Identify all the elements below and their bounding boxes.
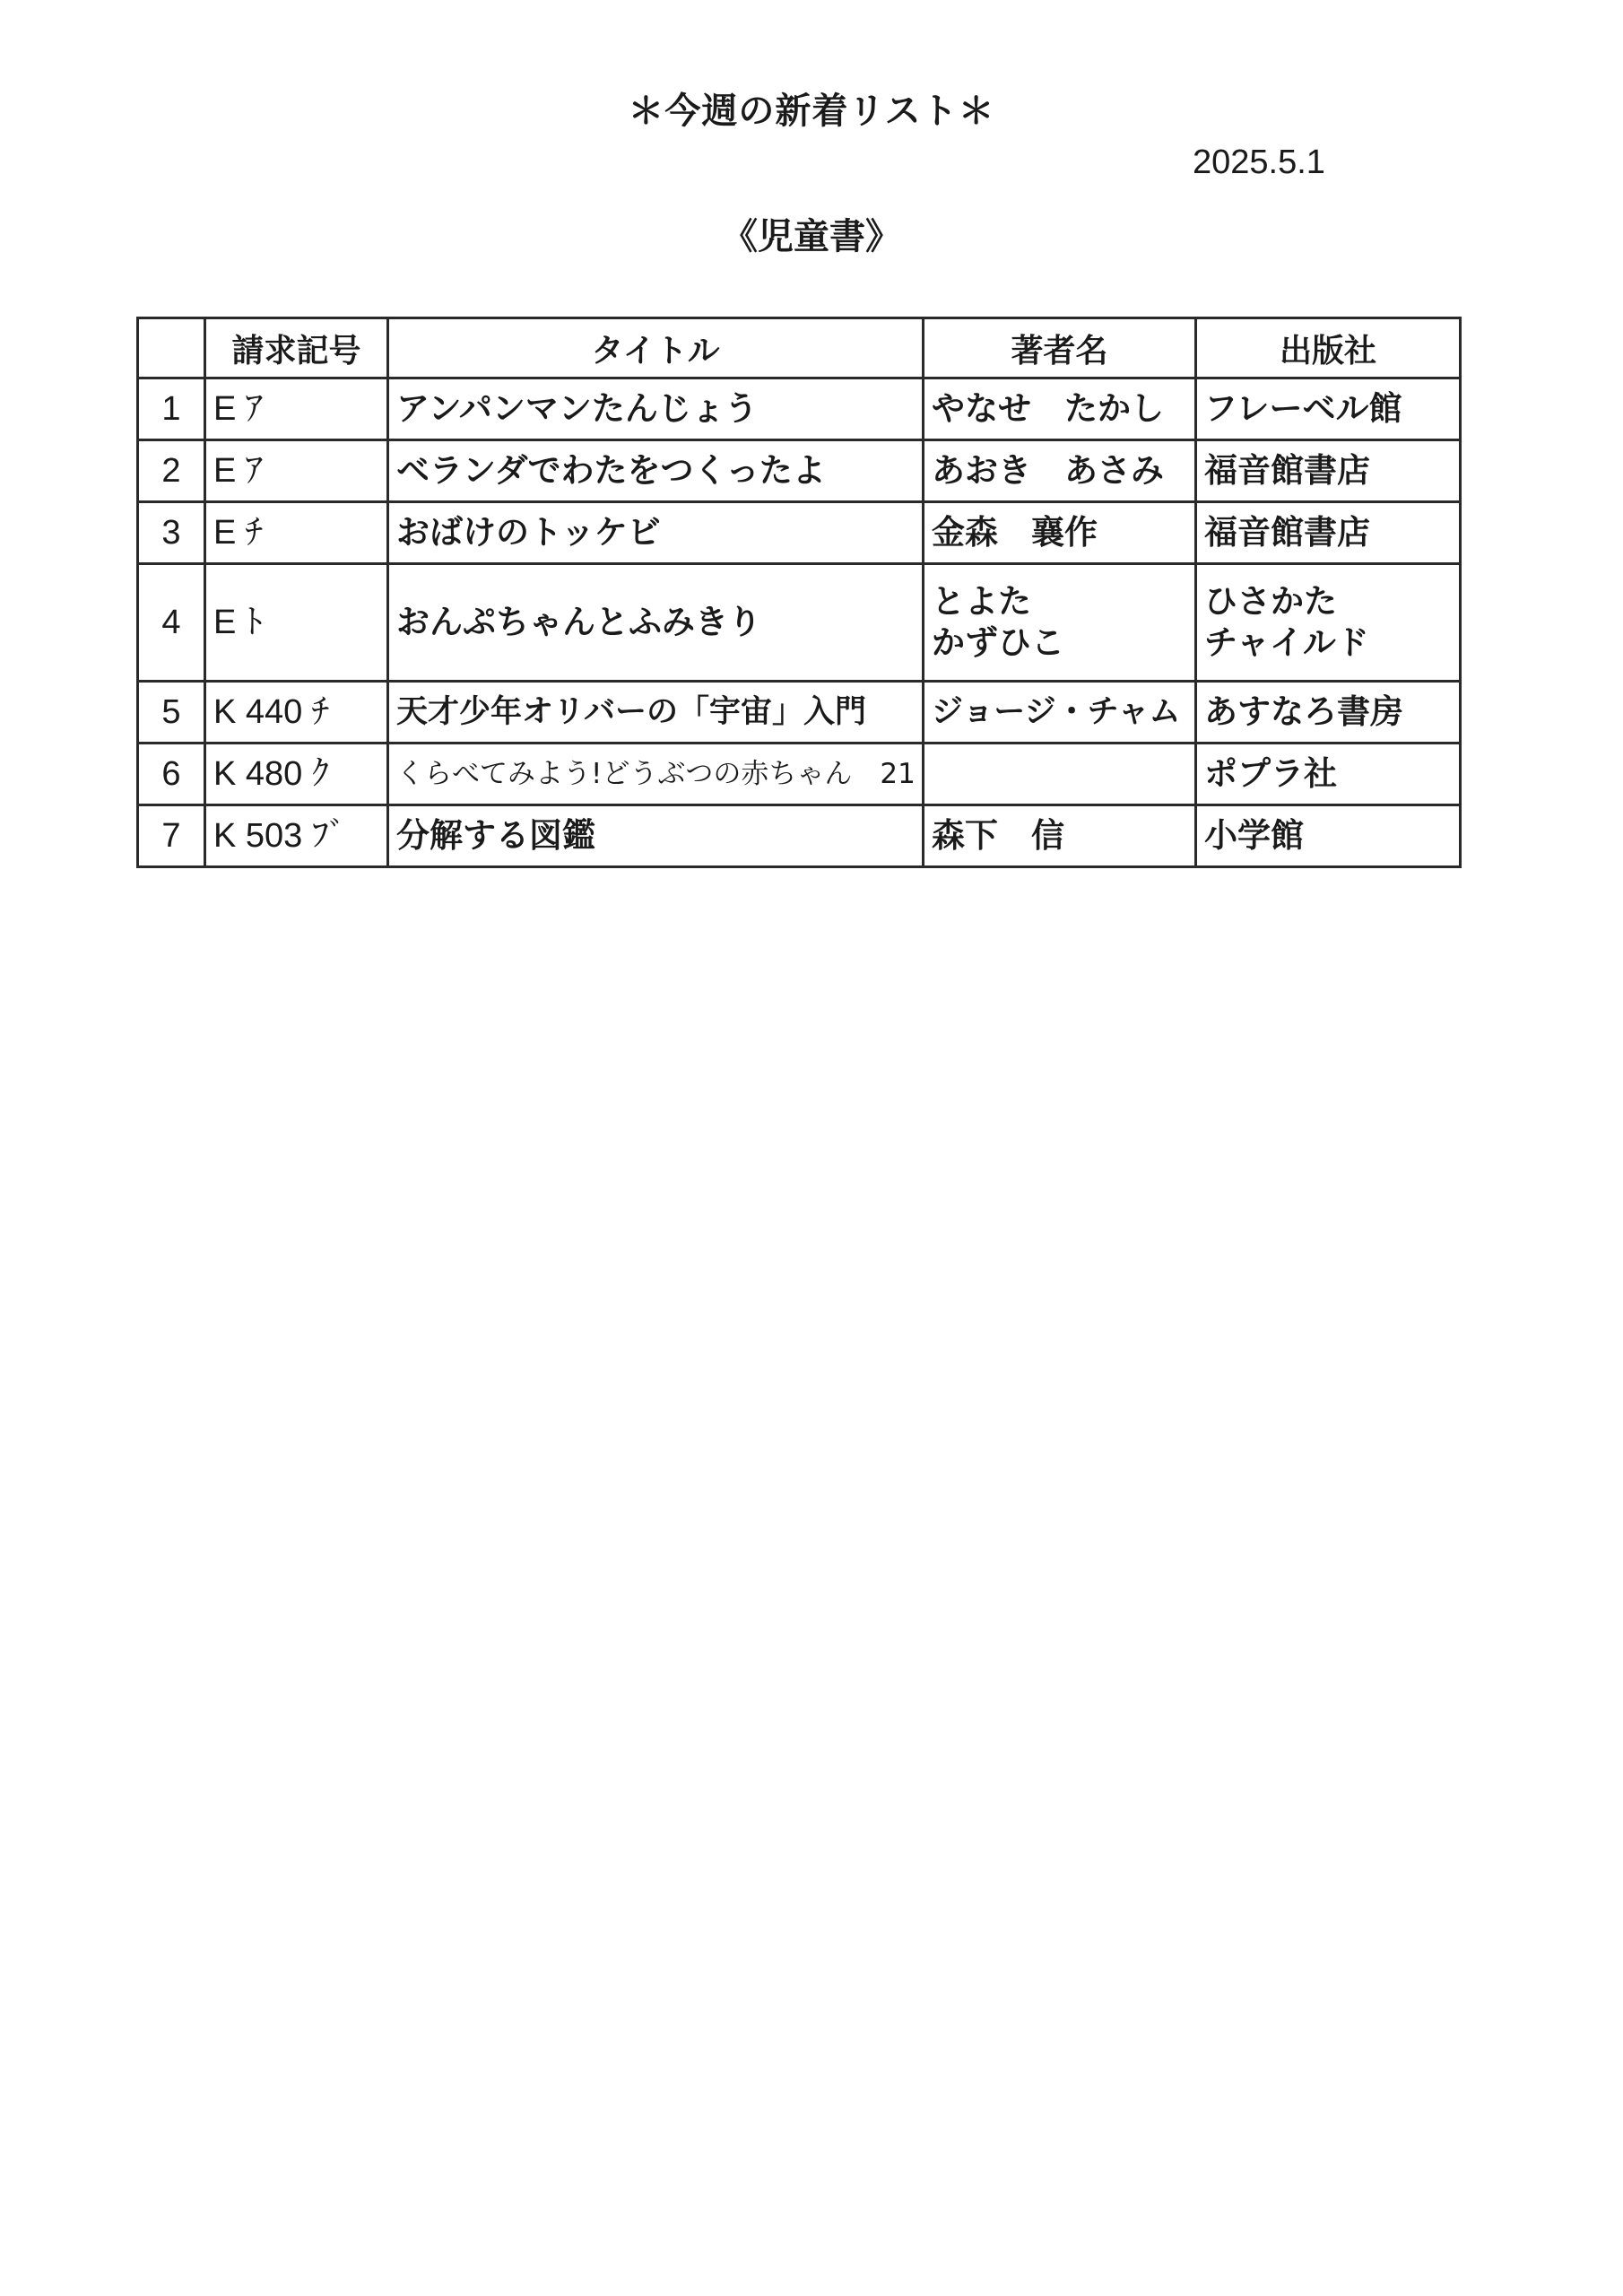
call-number: E ｱ	[205, 378, 388, 440]
header-title: タイトル	[388, 318, 924, 378]
book-publisher: ポプラ社	[1196, 744, 1461, 805]
book-publisher: 福音館書店	[1196, 440, 1461, 502]
call-number: K 440 ﾁ	[205, 682, 388, 744]
table-row	[138, 682, 1461, 744]
book-author: 金森 襄作	[924, 502, 1196, 564]
book-publisher-text: ひさかた チャイルド	[1204, 582, 1369, 662]
new-books-table	[136, 317, 1462, 868]
book-publisher: フレーベル館	[1196, 378, 1461, 440]
book-title: おんぷちゃんとふみきり	[388, 564, 924, 682]
book-author-text: とよた かずひこ	[932, 582, 1064, 662]
table-header-row	[138, 318, 1461, 378]
table-row	[138, 502, 1461, 564]
table-row	[138, 564, 1461, 682]
table-row	[138, 440, 1461, 502]
section-title: 《児童書》	[722, 216, 901, 257]
book-author: あおき あさみ	[924, 440, 1196, 502]
book-publisher: 福音館書店	[1196, 502, 1461, 564]
book-title: アンパンマンたんじょう	[388, 378, 924, 440]
row-number: 3	[138, 502, 205, 564]
call-number: E ﾁ	[205, 502, 388, 564]
header-call-number: 請求記号	[205, 318, 388, 378]
book-title: 分解する図鑑	[388, 805, 924, 867]
book-title: 天才少年オリバーの「宇宙」入門	[388, 682, 924, 744]
row-number: 6	[138, 744, 205, 805]
call-number: K 503 ﾌﾞ	[205, 805, 388, 867]
book-author: やなせ たかし	[924, 378, 1196, 440]
row-number: 1	[138, 378, 205, 440]
book-publisher: あすなろ書房	[1196, 682, 1461, 744]
row-number: 5	[138, 682, 205, 744]
table-row	[138, 744, 1461, 805]
book-publisher	[1196, 564, 1461, 682]
row-number: 7	[138, 805, 205, 867]
header-publisher: 出版社	[1196, 318, 1461, 378]
book-author	[924, 744, 1196, 805]
header-author: 著者名	[924, 318, 1196, 378]
list-date: 2025.5.1	[1193, 144, 1325, 181]
table-row	[138, 378, 1461, 440]
call-number: E ｱ	[205, 440, 388, 502]
call-number: K 480 ｸ	[205, 744, 388, 805]
call-number: E ﾄ	[205, 564, 388, 682]
table-row	[138, 805, 1461, 867]
book-author	[924, 564, 1196, 682]
header-no	[138, 318, 205, 378]
book-title: くらべてみよう!どうぶつの赤ちゃん 21	[388, 744, 924, 805]
book-author: 森下 信	[924, 805, 1196, 867]
book-title: おばけのトッケビ	[388, 502, 924, 564]
row-number: 4	[138, 564, 205, 682]
book-author: ジョージ・チャム	[924, 682, 1196, 744]
page-title: ＊今週の新着リスト＊	[628, 91, 995, 132]
row-number: 2	[138, 440, 205, 502]
book-publisher: 小学館	[1196, 805, 1461, 867]
book-title: ベランダでわたをつくったよ	[388, 440, 924, 502]
